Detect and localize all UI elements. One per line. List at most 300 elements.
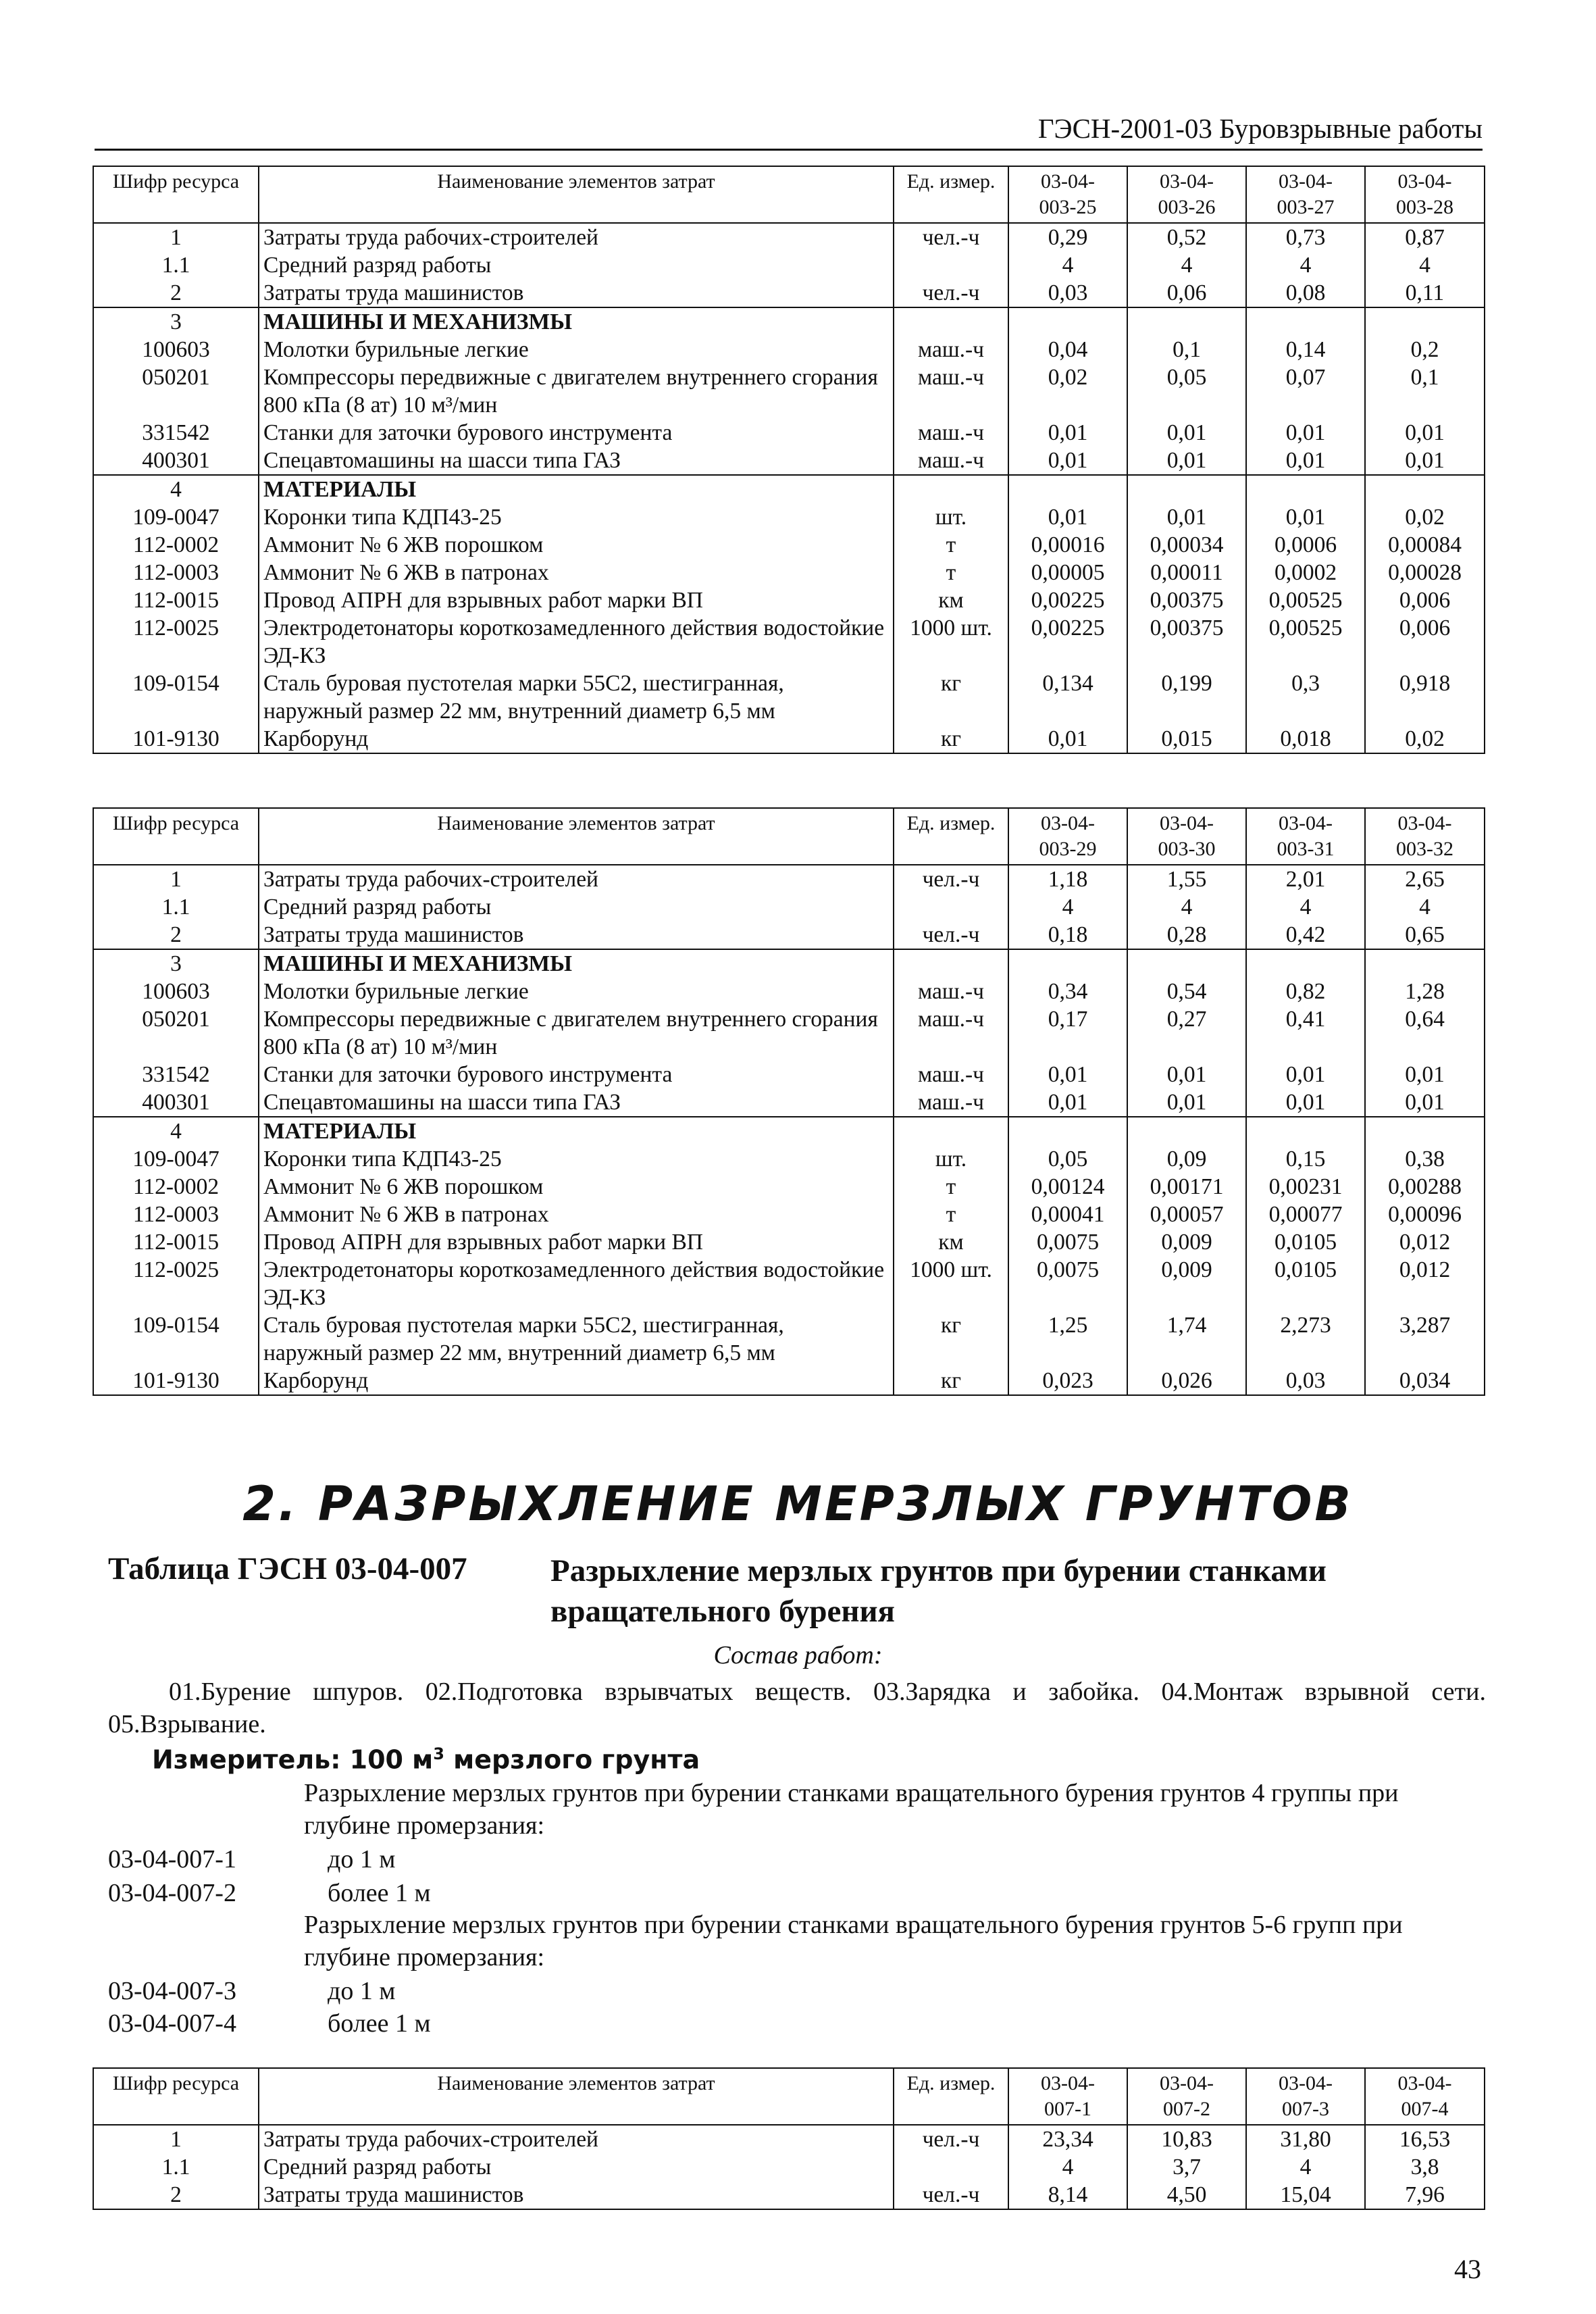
column-header-code: Шифр ресурса [93, 166, 259, 223]
value-cell: 0,01 [1008, 725, 1127, 753]
value-cell [1365, 307, 1485, 336]
resource-name: Аммонит № 6 ЖВ в патронах [259, 1201, 894, 1228]
resource-code: 101-9130 [93, 725, 259, 753]
value-cell: 0,06 [1127, 279, 1246, 307]
value-cell: 0,11 [1365, 279, 1485, 307]
measure-prefix: Измеритель: 100 м [152, 1744, 434, 1775]
resource-name: Электродетонаторы короткозамедленного действия водостойкие ЭД-КЗ [259, 614, 894, 670]
value-cell: 0,01 [1246, 447, 1365, 475]
norm-code-part1: 03-04- [1279, 2072, 1333, 2094]
value-cell: 0,00225 [1008, 586, 1127, 614]
value-cell: 0,03 [1008, 279, 1127, 307]
value-cell: 0,82 [1246, 978, 1365, 1005]
norm-code-part2: 007-2 [1163, 2098, 1210, 2120]
works-list: 01.Бурение шпуров. 02.Подготовка взрывчатых веществ. 03.Зарядка и забойка. 04.Монтаж взрывной сети. 05.Взрывание. [108, 1678, 1486, 1738]
resource-code: 2 [93, 279, 259, 307]
value-cell: 4 [1365, 251, 1485, 279]
resource-code: 1 [93, 223, 259, 251]
unit-cell: чел.-ч [894, 2181, 1008, 2209]
table-row [93, 978, 1485, 1005]
value-cell: 0,38 [1365, 1145, 1485, 1173]
resource-name: Средний разряд работы [259, 2153, 894, 2181]
value-cell: 0,00124 [1008, 1173, 1127, 1201]
value-cell: 0,00375 [1127, 586, 1246, 614]
value-cell: 4 [1246, 893, 1365, 921]
table-row [93, 1256, 1485, 1311]
group-title: МАТЕРИАЛЫ [259, 475, 894, 503]
resource-code: 112-0002 [93, 1173, 259, 1201]
value-cell: 0,01 [1008, 1088, 1127, 1117]
value-cell: 0,01 [1365, 447, 1485, 475]
unit-cell [894, 307, 1008, 336]
value-cell: 0,87 [1365, 223, 1485, 251]
table-row [93, 1061, 1485, 1088]
value-cell: 0,012 [1365, 1256, 1485, 1311]
value-cell: 0,18 [1008, 921, 1127, 949]
table-row [93, 893, 1485, 921]
resource-name: Затраты труда машинистов [259, 279, 894, 307]
value-cell [1127, 1117, 1246, 1145]
unit-cell: кг [894, 725, 1008, 753]
table-row [93, 586, 1485, 614]
value-cell: 0,00288 [1365, 1173, 1485, 1201]
value-cell: 0,00525 [1246, 614, 1365, 670]
value-cell: 0,1 [1365, 363, 1485, 419]
running-header [95, 108, 1483, 151]
table-label: Таблица ГЭСН 03-04-007 [108, 1551, 467, 1586]
table-row [93, 2153, 1485, 2181]
unit-cell: маш.-ч [894, 1061, 1008, 1088]
resource-name: Затраты труда рабочих-строителей [259, 2125, 894, 2153]
value-cell: 0,034 [1365, 1367, 1485, 1395]
unit-cell: чел.-ч [894, 279, 1008, 307]
table-row [93, 1367, 1485, 1395]
column-header-code: Шифр ресурса [93, 2068, 259, 2125]
column-header-unit: Ед. измер. [894, 166, 1008, 223]
norm-code-part2: 007-4 [1401, 2098, 1449, 2120]
value-cell: 0,08 [1246, 279, 1365, 307]
value-cell: 0,27 [1127, 1005, 1246, 1061]
resource-code: 109-0047 [93, 503, 259, 531]
resource-name: Коронки типа КДП43-25 [259, 503, 894, 531]
column-header-norm [1246, 166, 1365, 223]
unit-cell: шт. [894, 1145, 1008, 1173]
value-cell: 0,01 [1127, 419, 1246, 447]
value-cell: 0,01 [1127, 503, 1246, 531]
value-cell: 0,00057 [1127, 1201, 1246, 1228]
resource-code: 2 [93, 921, 259, 949]
norm-code-part1: 03-04- [1041, 2072, 1095, 2094]
resource-code: 112-0015 [93, 586, 259, 614]
resource-name: Станки для заточки бурового инструмента [259, 419, 894, 447]
value-cell: 0,01 [1127, 1088, 1246, 1117]
measure-sup: 3 [433, 1744, 444, 1763]
value-cell: 0,01 [1127, 1061, 1246, 1088]
resource-code: 101-9130 [93, 1367, 259, 1395]
value-cell: 23,34 [1008, 2125, 1127, 2153]
value-cell: 0,0075 [1008, 1256, 1127, 1311]
resource-name: Средний разряд работы [259, 251, 894, 279]
value-cell: 1,28 [1365, 978, 1485, 1005]
resource-table-2 [93, 807, 1485, 1396]
resource-code: 050201 [93, 1005, 259, 1061]
value-cell: 0,00016 [1008, 531, 1127, 559]
norm-code: 03-04-007-3 [108, 1977, 236, 2005]
column-header-norm [1365, 166, 1485, 223]
value-cell: 0,17 [1008, 1005, 1127, 1061]
column-header-name: Наименование элементов затрат [259, 2068, 894, 2125]
value-cell: 0,29 [1008, 223, 1127, 251]
value-cell: 0,01 [1008, 447, 1127, 475]
value-cell: 8,14 [1008, 2181, 1127, 2209]
column-header-norm [1246, 808, 1365, 865]
value-cell: 0,02 [1365, 503, 1485, 531]
value-cell: 4,50 [1127, 2181, 1246, 2209]
column-header-unit: Ед. измер. [894, 808, 1008, 865]
value-cell: 0,07 [1246, 363, 1365, 419]
resource-code: 2 [93, 2181, 259, 2209]
norm-depth: до 1 м [328, 1845, 396, 1873]
table-row [93, 725, 1485, 753]
value-cell: 0,00077 [1246, 1201, 1365, 1228]
unit-cell: маш.-ч [894, 978, 1008, 1005]
resource-code: 3 [93, 949, 259, 978]
unit-cell: чел.-ч [894, 921, 1008, 949]
resource-table-3 [93, 2067, 1485, 2210]
norm-code-part1: 03-04- [1160, 2072, 1214, 2094]
value-cell: 0,64 [1365, 1005, 1485, 1061]
column-header-unit: Ед. измер. [894, 2068, 1008, 2125]
table-row [93, 1201, 1485, 1228]
resource-code: 112-0002 [93, 531, 259, 559]
resource-name: Молотки бурильные легкие [259, 978, 894, 1005]
norm-depth: до 1 м [328, 1977, 396, 2005]
value-cell: 0,04 [1008, 336, 1127, 363]
value-cell: 0,00028 [1365, 559, 1485, 586]
resource-code: 331542 [93, 1061, 259, 1088]
column-header-norm [1365, 2068, 1485, 2125]
value-cell: 0,01 [1246, 1088, 1365, 1117]
value-cell: 0,01 [1008, 503, 1127, 531]
value-cell: 0,2 [1365, 336, 1485, 363]
value-cell: 0,02 [1365, 725, 1485, 753]
resource-code: 112-0003 [93, 1201, 259, 1228]
value-cell: 0,01 [1008, 419, 1127, 447]
table-row [93, 1145, 1485, 1173]
measure-unit [152, 1744, 700, 1775]
resource-code: 1 [93, 2125, 259, 2153]
value-cell: 3,7 [1127, 2153, 1246, 2181]
norm-depth: более 1 м [328, 2009, 431, 2038]
value-cell: 16,53 [1365, 2125, 1485, 2153]
value-cell [1008, 307, 1127, 336]
value-cell: 0,15 [1246, 1145, 1365, 1173]
value-cell: 0,28 [1127, 921, 1246, 949]
value-cell: 0,01 [1365, 1088, 1485, 1117]
value-cell: 1,55 [1127, 865, 1246, 893]
section-heading: 2. РАЗРЫХЛЕНИЕ МЕРЗЛЫХ ГРУНТОВ [242, 1476, 1354, 1532]
value-cell: 1,25 [1008, 1311, 1127, 1367]
resource-code: 1.1 [93, 251, 259, 279]
norm-code-part2: 003-26 [1158, 196, 1216, 218]
resource-name: Затраты труда машинистов [259, 921, 894, 949]
resource-code: 400301 [93, 1088, 259, 1117]
norm-code-part1: 03-04- [1279, 812, 1333, 834]
norm-code-part2: 003-28 [1396, 196, 1453, 218]
value-cell: 0,52 [1127, 223, 1246, 251]
value-cell: 0,3 [1246, 670, 1365, 725]
value-cell [1008, 1117, 1127, 1145]
resource-name: Карборунд [259, 725, 894, 753]
norm-code-part2: 003-27 [1277, 196, 1335, 218]
value-cell: 0,05 [1008, 1145, 1127, 1173]
resource-code: 112-0015 [93, 1228, 259, 1256]
resource-code: 109-0047 [93, 1145, 259, 1173]
value-cell: 0,009 [1127, 1256, 1246, 1311]
resource-name: Сталь буровая пустотелая марки 55С2, шестигранная, наружный размер 22 мм, внутренний диаметр 6,5 мм [259, 1311, 894, 1367]
column-header-norm [1127, 166, 1246, 223]
value-cell: 0,00231 [1246, 1173, 1365, 1201]
unit-cell: т [894, 1201, 1008, 1228]
unit-cell [894, 2153, 1008, 2181]
table-row [93, 475, 1485, 503]
table-row [93, 614, 1485, 670]
value-cell: 0,05 [1127, 363, 1246, 419]
resource-code: 4 [93, 1117, 259, 1145]
unit-cell: чел.-ч [894, 865, 1008, 893]
unit-cell [894, 251, 1008, 279]
value-cell: 2,65 [1365, 865, 1485, 893]
value-cell: 0,01 [1246, 1061, 1365, 1088]
value-cell: 0,65 [1365, 921, 1485, 949]
column-header-norm [1127, 2068, 1246, 2125]
resource-name: Компрессоры передвижные с двигателем внутреннего сгорания 800 кПа (8 ат) 10 м³/мин [259, 1005, 894, 1061]
norm-code-part2: 003-32 [1396, 838, 1453, 860]
value-cell: 0,006 [1365, 586, 1485, 614]
norm-depth: более 1 м [328, 1879, 431, 1907]
value-cell: 0,0002 [1246, 559, 1365, 586]
value-cell: 0,02 [1008, 363, 1127, 419]
value-cell: 15,04 [1246, 2181, 1365, 2209]
table-row [93, 419, 1485, 447]
table-row [93, 363, 1485, 419]
unit-cell: маш.-ч [894, 363, 1008, 419]
value-cell: 0,1 [1127, 336, 1246, 363]
value-cell: 0,026 [1127, 1367, 1246, 1395]
unit-cell: т [894, 559, 1008, 586]
unit-cell: т [894, 531, 1008, 559]
table-row [93, 1088, 1485, 1117]
column-header-norm [1008, 166, 1127, 223]
table-row [93, 336, 1485, 363]
unit-cell: маш.-ч [894, 419, 1008, 447]
value-cell: 0,01 [1246, 503, 1365, 531]
column-header-name: Наименование элементов затрат [259, 808, 894, 865]
table-row [93, 1005, 1485, 1061]
resource-code: 1.1 [93, 2153, 259, 2181]
value-cell: 0,015 [1127, 725, 1246, 753]
value-cell: 4 [1127, 251, 1246, 279]
value-cell: 31,80 [1246, 2125, 1365, 2153]
unit-cell: шт. [894, 503, 1008, 531]
value-cell [1008, 475, 1127, 503]
column-header-norm [1008, 808, 1127, 865]
unit-cell [894, 475, 1008, 503]
value-cell: 0,00011 [1127, 559, 1246, 586]
measure-suffix: мерзлого грунта [444, 1744, 700, 1775]
unit-cell: маш.-ч [894, 1005, 1008, 1061]
resource-name: Электродетонаторы короткозамедленного действия водостойкие ЭД-КЗ [259, 1256, 894, 1311]
table-row [93, 531, 1485, 559]
column-header-name: Наименование элементов затрат [259, 166, 894, 223]
page-number: 43 [1454, 2254, 1481, 2284]
resource-name: Затраты труда рабочих-строителей [259, 865, 894, 893]
table-row [93, 223, 1485, 251]
value-cell: 0,73 [1246, 223, 1365, 251]
column-header-norm [1365, 808, 1485, 865]
value-cell: 2,01 [1246, 865, 1365, 893]
value-cell: 0,34 [1008, 978, 1127, 1005]
value-cell: 0,01 [1246, 419, 1365, 447]
value-cell: 2,273 [1246, 1311, 1365, 1367]
resource-code: 112-0003 [93, 559, 259, 586]
column-header-norm [1008, 2068, 1127, 2125]
unit-cell: т [894, 1173, 1008, 1201]
unit-cell: чел.-ч [894, 2125, 1008, 2153]
resource-code: 1 [93, 865, 259, 893]
unit-cell: маш.-ч [894, 447, 1008, 475]
value-cell [1246, 949, 1365, 978]
value-cell: 4 [1246, 2153, 1365, 2181]
value-cell: 10,83 [1127, 2125, 1246, 2153]
resource-code: 100603 [93, 978, 259, 1005]
value-cell: 4 [1365, 893, 1485, 921]
norm-code-part2: 003-29 [1039, 838, 1097, 860]
unit-cell [894, 1117, 1008, 1145]
resource-name: Молотки бурильные легкие [259, 336, 894, 363]
value-cell: 1,18 [1008, 865, 1127, 893]
value-cell: 0,09 [1127, 1145, 1246, 1173]
norm-code: 03-04-007-4 [108, 2009, 236, 2038]
table-row [93, 1173, 1485, 1201]
table-row [93, 865, 1485, 893]
table-row [93, 2181, 1485, 2209]
resource-name: Коронки типа КДП43-25 [259, 1145, 894, 1173]
value-cell: 0,00225 [1008, 614, 1127, 670]
value-cell: 4 [1127, 893, 1246, 921]
value-cell: 0,00171 [1127, 1173, 1246, 1201]
column-header-code: Шифр ресурса [93, 808, 259, 865]
resource-name: Компрессоры передвижные с двигателем внутреннего сгорания 800 кПа (8 ат) 10 м³/мин [259, 363, 894, 419]
unit-cell: кг [894, 670, 1008, 725]
value-cell: 0,01 [1127, 447, 1246, 475]
value-cell: 0,199 [1127, 670, 1246, 725]
norm-code-part2: 003-25 [1039, 196, 1097, 218]
resource-code: 400301 [93, 447, 259, 475]
resource-code: 109-0154 [93, 1311, 259, 1367]
resource-code: 4 [93, 475, 259, 503]
norm-code-part1: 03-04- [1160, 812, 1214, 834]
unit-cell: маш.-ч [894, 336, 1008, 363]
value-cell [1246, 1117, 1365, 1145]
resource-name: Спецавтомашины на шасси типа ГАЗ [259, 1088, 894, 1117]
unit-cell: км [894, 1228, 1008, 1256]
table-row [93, 670, 1485, 725]
resource-name: Аммонит № 6 ЖВ в патронах [259, 559, 894, 586]
table-row [93, 949, 1485, 978]
table-row [93, 307, 1485, 336]
norm-description-1: Разрыхление мерзлых грунтов при бурении станками вращательного бурения грунтов 4 группы при глубине промерзания: [304, 1779, 1399, 1840]
column-header-norm [1127, 808, 1246, 865]
value-cell: 0,00005 [1008, 559, 1127, 586]
value-cell: 0,918 [1365, 670, 1485, 725]
norm-code-part1: 03-04- [1279, 170, 1333, 193]
resource-code: 112-0025 [93, 614, 259, 670]
table-row [93, 2125, 1485, 2153]
norm-code-part1: 03-04- [1397, 170, 1452, 193]
unit-cell: 1000 шт. [894, 1256, 1008, 1311]
value-cell: 0,00096 [1365, 1201, 1485, 1228]
value-cell: 0,134 [1008, 670, 1127, 725]
value-cell: 0,54 [1127, 978, 1246, 1005]
table-row [93, 1117, 1485, 1145]
value-cell [1008, 949, 1127, 978]
resource-name: Затраты труда машинистов [259, 2181, 894, 2209]
value-cell: 4 [1008, 2153, 1127, 2181]
value-cell: 0,0075 [1008, 1228, 1127, 1256]
value-cell: 0,14 [1246, 336, 1365, 363]
table-row [93, 503, 1485, 531]
norm-code-part2: 007-3 [1282, 2098, 1329, 2120]
norm-code: 03-04-007-2 [108, 1879, 236, 1907]
group-title: МАШИНЫ И МЕХАНИЗМЫ [259, 307, 894, 336]
value-cell: 0,01 [1365, 419, 1485, 447]
group-title: МАТЕРИАЛЫ [259, 1117, 894, 1145]
value-cell: 0,006 [1365, 614, 1485, 670]
value-cell [1246, 307, 1365, 336]
value-cell [1127, 307, 1246, 336]
table-row [93, 1228, 1485, 1256]
value-cell: 0,01 [1008, 1061, 1127, 1088]
resource-code: 112-0025 [93, 1256, 259, 1311]
value-cell: 0,01 [1365, 1061, 1485, 1088]
table-row [93, 447, 1485, 475]
value-cell [1246, 475, 1365, 503]
norm-code-part2: 003-31 [1277, 838, 1335, 860]
value-cell: 0,00034 [1127, 531, 1246, 559]
unit-cell: кг [894, 1367, 1008, 1395]
value-cell: 0,00041 [1008, 1201, 1127, 1228]
value-cell [1127, 949, 1246, 978]
group-title: МАШИНЫ И МЕХАНИЗМЫ [259, 949, 894, 978]
value-cell: 4 [1246, 251, 1365, 279]
resource-name: Провод АПРН для взрывных работ марки ВП [259, 1228, 894, 1256]
value-cell: 0,03 [1246, 1367, 1365, 1395]
column-header-norm [1246, 2068, 1365, 2125]
value-cell [1365, 475, 1485, 503]
value-cell [1127, 475, 1246, 503]
value-cell: 0,023 [1008, 1367, 1127, 1395]
unit-cell: маш.-ч [894, 1088, 1008, 1117]
resource-code: 050201 [93, 363, 259, 419]
value-cell: 0,00525 [1246, 586, 1365, 614]
value-cell: 0,009 [1127, 1228, 1246, 1256]
value-cell: 0,42 [1246, 921, 1365, 949]
resource-code: 100603 [93, 336, 259, 363]
unit-cell [894, 893, 1008, 921]
resource-name: Станки для заточки бурового инструмента [259, 1061, 894, 1088]
resource-code: 3 [93, 307, 259, 336]
